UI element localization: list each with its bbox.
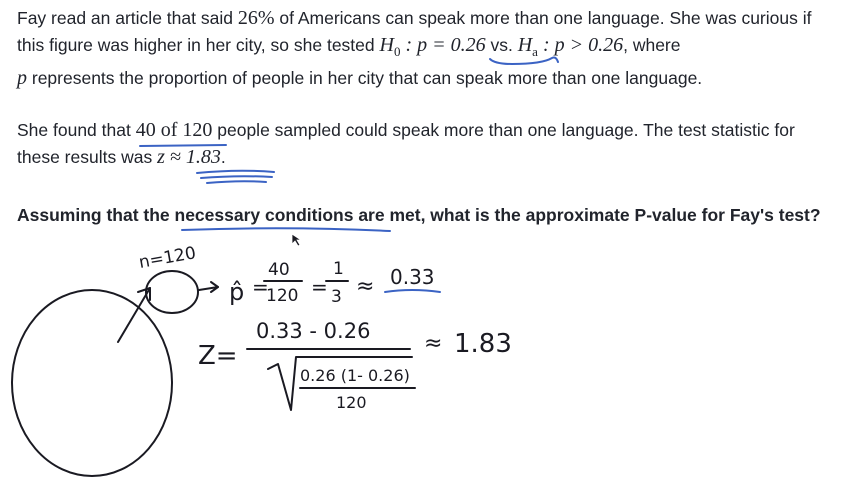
approx-1: ≈ — [356, 274, 375, 299]
underline-p-hat-value — [385, 290, 440, 292]
problem-paragraph-1: Fay read an article that said 26% of Americans can speak more than one language. She was curious if this figure was higher in her city, so she tested $H_0$ : p = 0.26 vs. $H_a$ : p > 0.26, where p represents the proportion of people in her city that can speak more than one language. — [17, 7, 812, 89]
underline-conditions — [182, 228, 390, 231]
mouse-pointer-icon — [291, 233, 303, 247]
null-hypothesis: $H_0$ : p = 0.26 — [379, 34, 486, 59]
alternative-hypothesis: $H_a$ : p > 0.26 — [517, 34, 624, 59]
fraction-2-numerator: 1 — [333, 259, 344, 279]
question-prompt: Assuming that the necessary conditions are met, what is the approximate P-value for Fay's test? — [17, 205, 821, 225]
equals-1: = — [252, 275, 269, 299]
fraction-2-denominator: 3 — [331, 287, 342, 307]
equals-2: = — [311, 275, 328, 299]
problem-paragraph-2: She found that 40 of 120 people sampled could speak more than one language. The test statistic for these results was z ≈ 1.83. — [17, 119, 795, 168]
z-value: 1.83 — [454, 329, 512, 359]
z-numerator: 0.33 - 0.26 — [256, 319, 371, 343]
z-denominator-inner: 0.26 (1- 0.26) — [300, 366, 410, 385]
sample-circle-drawing — [146, 271, 198, 313]
population-circle-drawing — [12, 290, 172, 476]
underline-test-statistic-3 — [207, 181, 266, 183]
z-label: Z= — [198, 341, 238, 371]
underline-test-statistic-1 — [197, 171, 274, 173]
sample-size-label: n=120 — [137, 243, 198, 273]
p-hat-symbol: p̂ — [229, 278, 245, 306]
underline-sample-count — [140, 145, 226, 146]
sample-count: 40 of 120 — [135, 119, 213, 141]
approx-2: ≈ — [424, 331, 443, 356]
percent-value: 26% — [237, 7, 275, 29]
fraction-1-numerator: 40 — [268, 260, 290, 280]
fraction-1-denominator: 120 — [266, 286, 299, 306]
underline-null-hypothesis — [490, 58, 558, 65]
z-denominator-n: 120 — [336, 393, 367, 412]
p-hat-value: 0.33 — [390, 265, 435, 289]
underline-test-statistic-2 — [201, 176, 272, 178]
test-statistic: z ≈ 1.83 — [157, 146, 221, 168]
